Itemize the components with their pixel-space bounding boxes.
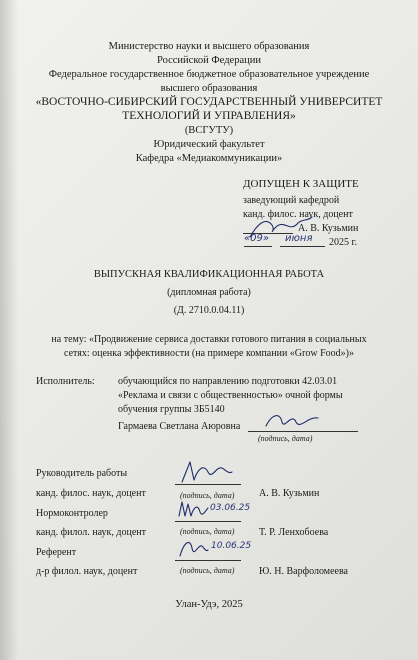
- topic-line-2: сетях: оценка эффективности (на примере компании «Grow Food»)»: [64, 348, 354, 359]
- executor-signature-caption: (подпись, дата): [258, 434, 313, 443]
- university-abbreviation: (ВСГУТУ): [184, 125, 234, 136]
- faculty-line: Юридический факультет: [153, 139, 265, 150]
- referee-handwritten-date: 10.06.25: [211, 541, 252, 551]
- normcontrol-name: Т. Р. Ленхобоева: [259, 527, 329, 538]
- university-name-line-2: ТЕХНОЛОГИЙ И УПРАВЛЕНИЯ»: [122, 110, 296, 122]
- approval-year: 2025 г.: [329, 237, 357, 248]
- approval-role: заведующий кафедрой: [243, 195, 340, 206]
- city-year: Улан-Удэ, 2025: [175, 599, 243, 610]
- supervisor-role: Руководитель работы: [36, 468, 128, 479]
- referee-name: Ю. Н. Варфоломеева: [259, 566, 348, 577]
- referee-degree: д-р филол. наук, доцент: [36, 566, 138, 577]
- work-subtype: (дипломная работа): [167, 287, 251, 298]
- executor-signature: [262, 408, 322, 434]
- approval-day: «09»: [244, 233, 270, 244]
- supervisor-name: А. В. Кузьмин: [259, 488, 320, 499]
- country-line: Российской Федерации: [157, 55, 261, 66]
- supervisor-signature-caption: (подпись, дата): [180, 491, 235, 500]
- normcontrol-signature-caption: (подпись, дата): [180, 527, 235, 536]
- work-code: (Д. 2710.0.04.11): [173, 305, 245, 316]
- approval-title: ДОПУЩЕН К ЗАЩИТЕ: [243, 178, 359, 190]
- normcontrol-degree: канд. филол. наук, доцент: [36, 527, 147, 538]
- supervisor-signature: [176, 456, 236, 488]
- department-line: Кафедра «Медиакоммуникации»: [135, 153, 283, 164]
- referee-role: Референт: [36, 547, 77, 558]
- normcontrol-signature: [176, 498, 210, 522]
- university-name-line-1: «ВОСТОЧНО-СИБИРСКИЙ ГОСУДАРСТВЕННЫЙ УНИВЕРСИТЕТ: [35, 96, 383, 108]
- institution-type-line-2: высшего образования: [160, 83, 258, 94]
- executor-name: Гармаева Светлана Аюровна: [118, 421, 241, 432]
- normcontrol-handwritten-date: 03.06.25: [210, 503, 251, 513]
- ministry-line: Министерство науки и высшего образования: [108, 41, 310, 52]
- executor-label: Исполнитель:: [36, 376, 95, 387]
- approval-month: июня: [285, 233, 313, 244]
- referee-signature-caption: (подпись, дата): [180, 566, 235, 575]
- normcontrol-role: Нормоконтролер: [36, 508, 108, 519]
- approval-day-line: [244, 246, 272, 247]
- topic-line-1: на тему: «Продвижение сервиса доставки готового питания в социальных: [51, 334, 367, 345]
- referee-signature: [176, 536, 210, 562]
- supervisor-degree: канд. филос. наук, доцент: [36, 488, 146, 499]
- institution-type-line-1: Федеральное государственное бюджетное образовательное учреждение: [48, 69, 370, 80]
- executor-line-2: «Реклама и связи с общественностью» очной формы: [118, 390, 343, 401]
- approval-degree: канд. филос. наук, доцент: [243, 209, 353, 220]
- work-type: ВЫПУСКНАЯ КВАЛИФИКАЦИОННАЯ РАБОТА: [93, 269, 325, 280]
- executor-line-1: обучающийся по направлению подготовки 42.03.01: [118, 376, 338, 387]
- approval-month-line: [280, 246, 325, 247]
- executor-line-3: обучения группы 3Б5140: [118, 404, 225, 415]
- approval-name: А. В. Кузьмин: [298, 223, 359, 234]
